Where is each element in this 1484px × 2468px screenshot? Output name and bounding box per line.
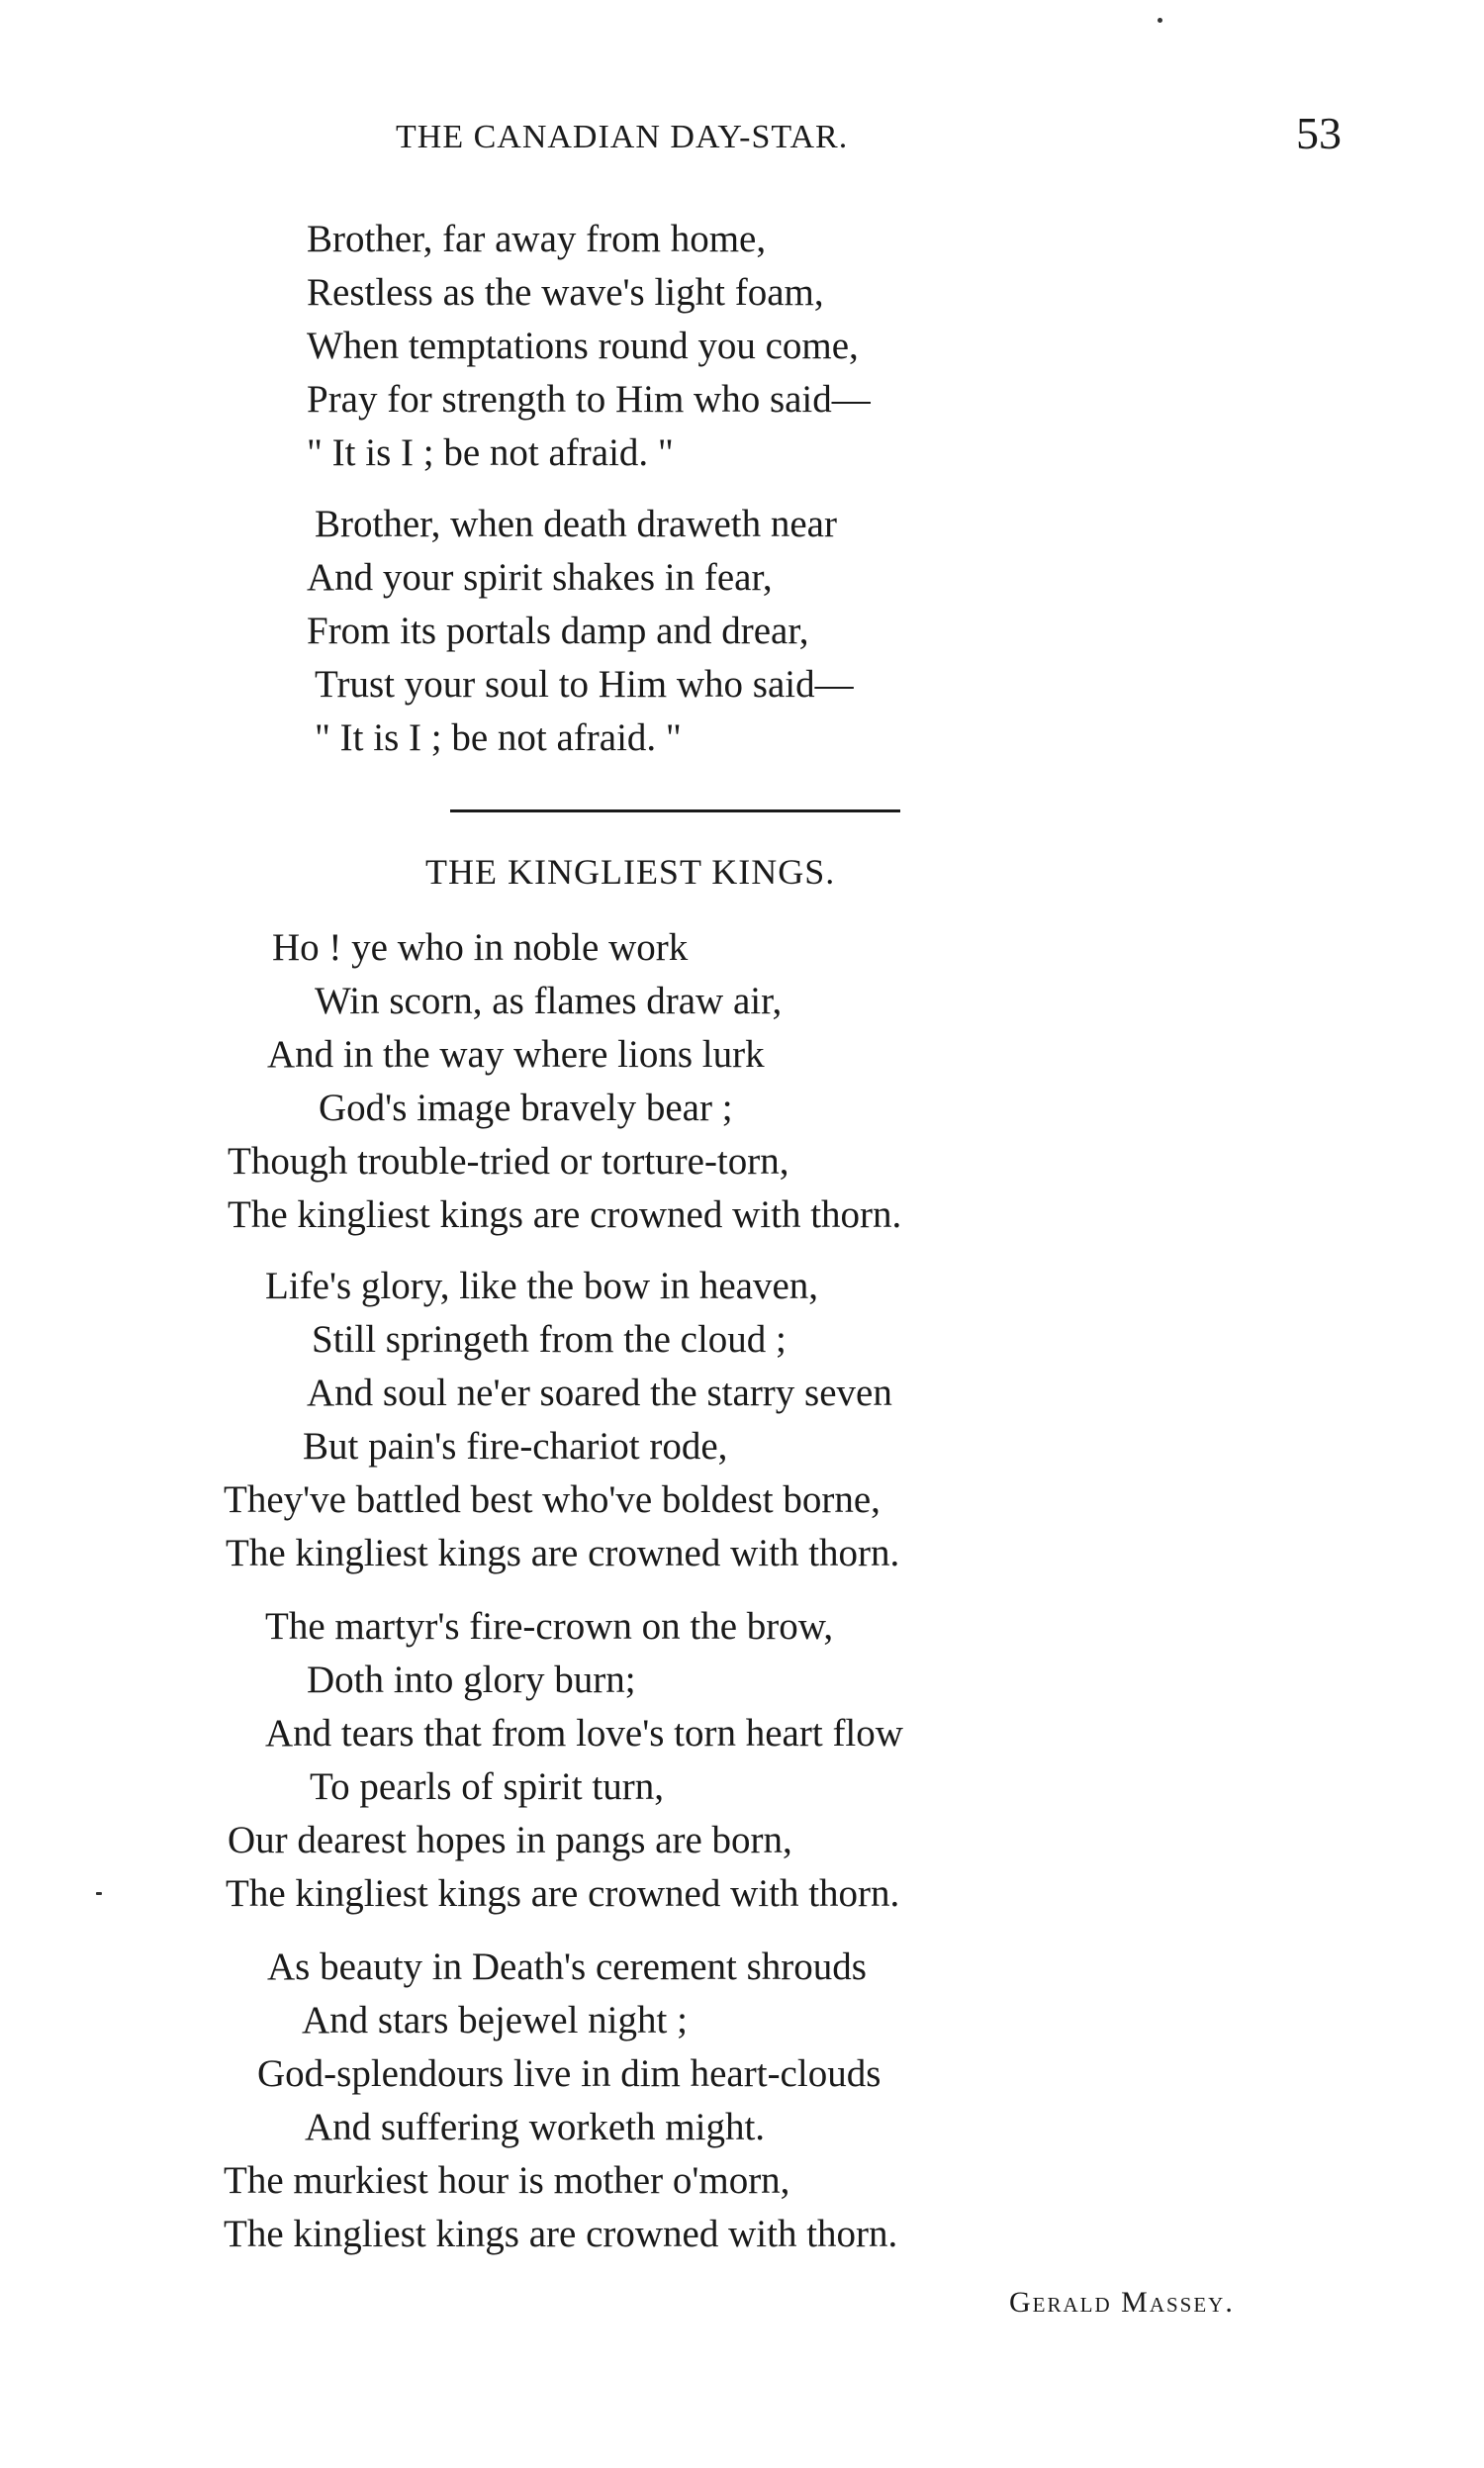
poem-line: The kingliest kings are crowned with thorn.: [224, 2213, 898, 2255]
poem-line: God-splendours live in dim heart-clouds: [257, 2052, 881, 2095]
speck-left: [96, 1892, 102, 1895]
poem-line: Though trouble-tried or torture-torn,: [228, 1140, 789, 1183]
poem-line: Ho ! ye who in noble work: [272, 926, 689, 969]
poem-line: From its portals damp and drear,: [307, 610, 809, 652]
poem-line: The martyr's fire-crown on the brow,: [265, 1605, 834, 1648]
poem-line: Restless as the wave's light foam,: [307, 271, 824, 314]
poem-line: God's image bravely bear ;: [319, 1087, 733, 1129]
page-number: 53: [1296, 108, 1342, 158]
poem-line: But pain's fire-chariot rode,: [303, 1425, 728, 1468]
poem-line: When temptations round you come,: [307, 325, 859, 367]
poem-line: Trust your soul to Him who said—: [315, 663, 854, 706]
poem-line: And tears that from love's torn heart flow: [265, 1712, 903, 1755]
poem-line: And in the way where lions lurk: [267, 1033, 765, 1076]
poem-line: And stars bejewel night ;: [302, 1999, 688, 2041]
poem-line: Still springeth from the cloud ;: [312, 1318, 787, 1361]
author-signature: Gerald Massey.: [1009, 2286, 1235, 2319]
poem-line: The kingliest kings are crowned with thorn.: [228, 1193, 902, 1236]
poem-title: THE KINGLIEST KINGS.: [425, 852, 836, 892]
poem-line: Our dearest hopes in pangs are born,: [228, 1819, 792, 1861]
running-head: THE CANADIAN DAY-STAR.: [396, 119, 849, 155]
poem-line: The kingliest kings are crowned with thorn.: [226, 1532, 900, 1574]
poem-line: To pearls of spirit turn,: [310, 1765, 664, 1808]
poem-line: " It is I ; be not afraid. ": [307, 431, 674, 474]
poem-line: " It is I ; be not afraid. ": [315, 716, 682, 759]
poem-line: And soul ne'er soared the starry seven: [307, 1372, 892, 1414]
poem-line: Brother, far away from home,: [307, 218, 767, 260]
poem-line: Life's glory, like the bow in heaven,: [265, 1265, 819, 1307]
poem-line: The murkiest hour is mother o'morn,: [224, 2159, 790, 2202]
poem-line: The kingliest kings are crowned with thorn.: [226, 1872, 900, 1915]
poem-line: Doth into glory burn;: [307, 1659, 636, 1701]
poem-line: As beauty in Death's cerement shrouds: [267, 1946, 867, 1988]
poem-line: And your spirit shakes in fear,: [307, 556, 773, 599]
poem-line: Pray for strength to Him who said—: [307, 378, 871, 421]
poem-line: Win scorn, as flames draw air,: [315, 980, 783, 1022]
poem-line: And suffering worketh might.: [305, 2106, 766, 2148]
section-divider: [450, 809, 900, 812]
poem-line: They've battled best who've boldest borne,: [224, 1478, 881, 1521]
poem-line: Brother, when death draweth near: [315, 503, 837, 545]
speck-top: [1158, 18, 1162, 23]
